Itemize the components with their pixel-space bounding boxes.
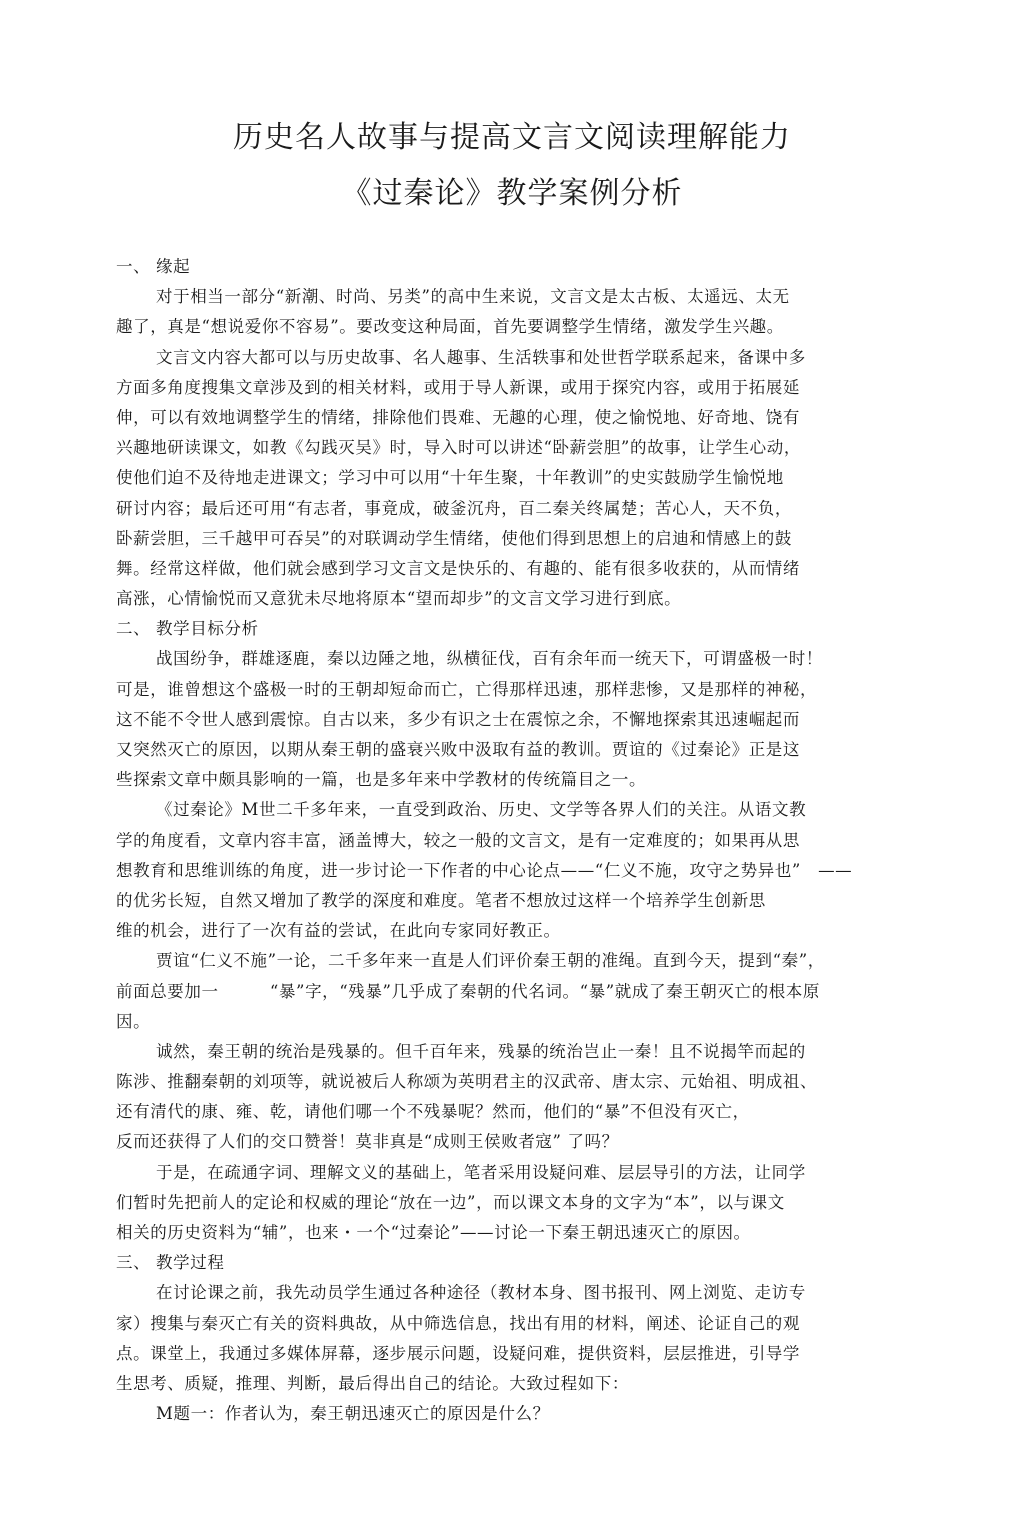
text-line: 贾谊“仁义不施”一论，二千多年来一直是人们评价秦王朝的准绳。直到今天，提到“秦”， (156, 951, 825, 971)
text-line: 一、 缘起 (116, 257, 191, 276)
text-line: 伸，可以有效地调整学生的情绪，排除他们畏难、无趣的心理，使之愉悦地、好奇地、饶有 (116, 407, 800, 427)
text-line: 在讨论课之前，我先动员学生通过各种途径（教材本身、图书报刊、网上浏览、走访专 (156, 1283, 806, 1303)
text-line: 兴趣地研读课文，如教《勾践灭吴》时，导入时可以讲述“卧薪尝胆”的故事，让学生心动， (116, 438, 801, 458)
text-line: 战国纷争，群雄逐鹿，秦以边陲之地，纵横征伐，百有余年而一统天下，可谓盛极一时！ (156, 649, 823, 669)
text-line: 对于相当一部分“新潮、时尚、另类”的高中生来说，文言文是太古板、太遥远、太无 (156, 287, 790, 307)
text-line: 于是，在疏通字词、理解文义的基础上，笔者采用设疑问难、层层导引的方法，让同学 (156, 1162, 806, 1182)
text-line: 反而还获得了人们的交口赞誉！莫非真是“成则王侯败者寇” 了吗？ (116, 1132, 619, 1152)
text-line: 相关的历史资料为“辅”，也来・一个“过秦论”——讨论一下秦王朝迅速灭亡的原因。 (116, 1223, 751, 1242)
text-line: 这不能不令世人感到震惊。自古以来，多少有识之士在震惊之余，不懈地探索其迅速崛起而 (116, 709, 800, 729)
document-body (116, 252, 916, 1429)
text-line: M题一：作者认为，秦王朝迅速灭亡的原因是什么？ (156, 1404, 550, 1424)
text-line: 可是，谁曾想这个盛极一时的王朝却短命而亡，亡得那样迅速，那样悲惨，又是那样的神秘， (116, 679, 818, 699)
document-title: 历史名人故事与提高文言文阅读理解能力 (233, 120, 791, 155)
text-line: 们暂时先把前人的定论和权威的理论“放在一边”，而以课文本身的文字为“本”，以与课文 (116, 1192, 785, 1212)
text-line: 点。课堂上，我通过多媒体屏幕，逐步展示问题，设疑问难，提供资料，层层推进，引导学 (116, 1343, 800, 1363)
text-line: 想教育和思维训练的角度，进一步讨论一下作者的中心论点——“仁义不施，攻守之势异也” —— (116, 860, 853, 880)
text-line: 卧薪尝胆，三千越甲可吞吴”的对联调动学生情绪，使他们得到思想上的启迪和情感上的鼓 (116, 528, 792, 548)
text-line: 生思考、质疑，推理、判断，最后得出自己的结论。大致过程如下： (116, 1373, 629, 1393)
text-line: 三、 教学过程 (116, 1253, 225, 1273)
text-line: 方面多角度搜集文章涉及到的相关材料，或用于导人新课，或用于探究内容，或用于拓展延 (116, 377, 800, 397)
document-subtitle: 《过秦论》教学案例分析 (341, 176, 683, 211)
text-line: 研讨内容；最后还可用“有志者，事竟成，破釜沉舟，百二秦关终属楚；苦心人，天不负， (116, 498, 792, 518)
text-line: 前面总要加一 “暴”字，“残暴”几乎成了秦朝的代名词。“暴”就成了秦王朝灭亡的根本原 (116, 981, 821, 1001)
text-line: 《过秦论》M世二千多年来，一直受到政治、历史、文学等各界人们的关注。从语文教 (156, 800, 807, 820)
text-line: 使他们迫不及待地走进课文；学习中可以用“十年生聚，十年教训”的史实鼓励学生愉悦地 (116, 468, 784, 488)
text-line: 舞。经常这样做，他们就会感到学习文言文是快乐的、有趣的、能有很多收获的，从而情绪 (116, 558, 800, 578)
text-line: 二、 教学目标分析 (116, 619, 259, 639)
text-line: 文言文内容大都可以与历史故事、名人趣事、生活轶事和处世哲学联系起来，备课中多 (156, 347, 806, 367)
text-line: 高涨，心情愉悦而又意犹未尽地将原本“望而却步”的文言文学习进行到底。 (116, 589, 682, 609)
text-line: 趣了，真是“想说爱你不容易”。要改变这种局面，首先要调整学生情绪，激发学生兴趣。 (116, 317, 784, 337)
text-line: 维的机会，进行了一次有益的尝试，在此向专家同好教正。 (116, 921, 561, 941)
text-line: 陈涉、推翻秦朝的刘项等，就说被后人称颂为英明君主的汉武帝、唐太宗、元始祖、明成祖、 (116, 1072, 818, 1092)
text-line: 学的角度看，文章内容丰富，涵盖博大，较之一般的文言文，是有一定难度的；如果再从思 (116, 830, 800, 850)
text-line: 家）搜集与秦灭亡有关的资料典故，从中筛选信息，找出有用的材料，阐述、论证自己的观 (116, 1313, 800, 1333)
text-line: 又突然灭亡的原因，以期从秦王朝的盛衰兴败中汲取有益的教训。贾谊的《过秦论》正是这 (116, 740, 800, 759)
text-line: 些探索文章中颇具影响的一篇，也是多年来中学教材的传统篇目之一。 (116, 770, 647, 790)
text-line: 诚然，秦王朝的统治是残暴的。但千百年来，残暴的统治岂止一秦！且不说揭竿而起的 (156, 1041, 806, 1061)
text-line: 还有清代的康、雍、乾，请他们哪一个不残暴呢？然而，他们的“暴”不但没有灭亡， (116, 1102, 750, 1122)
text-line: 的优劣长短，自然又增加了教学的深度和难度。笔者不想放过这样一个培养学生创新思 (116, 890, 766, 910)
text-line: 因。 (116, 1011, 151, 1031)
